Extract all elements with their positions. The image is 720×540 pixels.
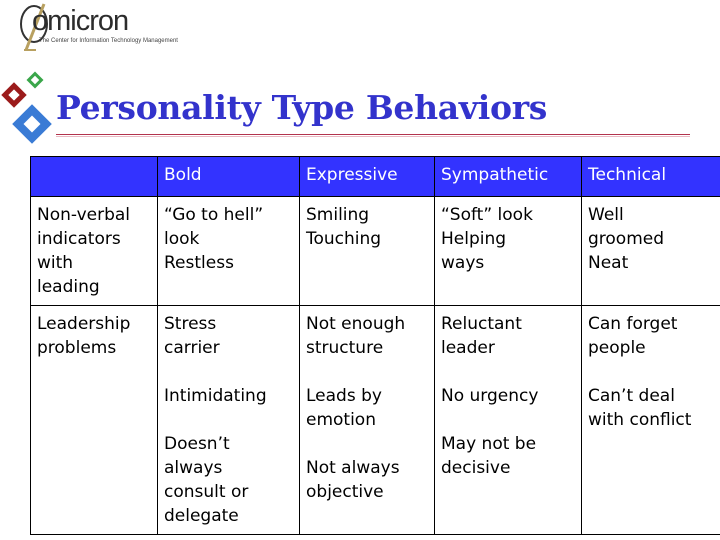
- cell-gap: [588, 360, 715, 384]
- cell-gap: [306, 360, 428, 384]
- cell-line: “Go to hell”: [164, 205, 264, 225]
- cell-line: problems: [37, 338, 117, 358]
- cell-line: with: [37, 253, 74, 273]
- cell-line: Stress: [164, 314, 217, 334]
- cell-line: ways: [441, 253, 485, 273]
- cell-sympathetic: [435, 197, 582, 306]
- cell-line: Smiling: [306, 205, 370, 225]
- row-label-cell: [31, 306, 158, 535]
- slide-title: Personality Type Behaviors: [56, 88, 548, 127]
- cell-expressive: [300, 306, 435, 535]
- logo-wordmark: omicron: [32, 5, 129, 37]
- cell-line: delegate: [164, 506, 239, 526]
- cell-technical: [582, 306, 720, 535]
- cell-gap: [441, 360, 575, 384]
- cell-line: look: [164, 229, 200, 249]
- row-label-cell: [31, 197, 158, 306]
- table-row: [31, 306, 720, 535]
- omicron-logo: [14, 2, 178, 54]
- cell-line: emotion: [306, 410, 376, 430]
- cell-line: Intimidating: [164, 386, 267, 406]
- cell-line: Touching: [306, 229, 382, 249]
- cell-line: “Soft” look: [441, 205, 533, 225]
- cell-line: leading: [37, 277, 100, 297]
- cell-gap: [164, 360, 293, 384]
- cell-line: Non-verbal: [37, 205, 131, 225]
- cell-expressive: [300, 197, 435, 306]
- cell-technical: [582, 197, 720, 306]
- cell-line: people: [588, 338, 646, 358]
- cell-line: structure: [306, 338, 384, 358]
- cell-line: Leadership: [37, 314, 131, 334]
- cell-bold: [158, 306, 300, 535]
- title-underline-shadow: [56, 136, 690, 137]
- header-cell-empty: [31, 157, 158, 197]
- cell-line: Can’t deal: [588, 386, 675, 406]
- header-cell-technical: Technical: [582, 157, 720, 197]
- header-cell-bold: Bold: [158, 157, 300, 197]
- cell-line: carrier: [164, 338, 220, 358]
- header-cell-expressive: Expressive: [300, 157, 435, 197]
- cell-line: leader: [441, 338, 495, 358]
- cell-line: always: [164, 458, 223, 478]
- cell-sympathetic: [435, 306, 582, 535]
- cell-line: No urgency: [441, 386, 539, 406]
- decorative-diamonds-icon: [0, 68, 60, 148]
- cell-line: May not be: [441, 434, 537, 454]
- personality-table: [30, 156, 720, 535]
- header-cell-sympathetic: Sympathetic: [435, 157, 582, 197]
- cell-line: Restless: [164, 253, 234, 273]
- cell-line: Well: [588, 205, 624, 225]
- table-row: [31, 197, 720, 306]
- cell-line: Not enough: [306, 314, 406, 334]
- cell-line: decisive: [441, 458, 511, 478]
- cell-line: Neat: [588, 253, 629, 273]
- title-underline: [56, 134, 690, 135]
- cell-line: Can forget: [588, 314, 678, 334]
- cell-line: groomed: [588, 229, 665, 249]
- cell-line: with conflict: [588, 410, 692, 430]
- cell-line: Reluctant: [441, 314, 522, 334]
- cell-line: Leads by: [306, 386, 382, 406]
- cell-bold: [158, 197, 300, 306]
- cell-gap: [441, 408, 575, 432]
- table-header-row: [31, 157, 720, 197]
- cell-line: indicators: [37, 229, 121, 249]
- cell-line: consult or: [164, 482, 249, 502]
- cell-line: Not always: [306, 458, 400, 478]
- cell-line: Helping: [441, 229, 507, 249]
- cell-gap: [164, 408, 293, 432]
- logo-tagline: The Center for Information Technology Management: [39, 38, 178, 44]
- cell-gap: [306, 432, 428, 456]
- cell-line: objective: [306, 482, 384, 502]
- cell-line: Doesn’t: [164, 434, 230, 454]
